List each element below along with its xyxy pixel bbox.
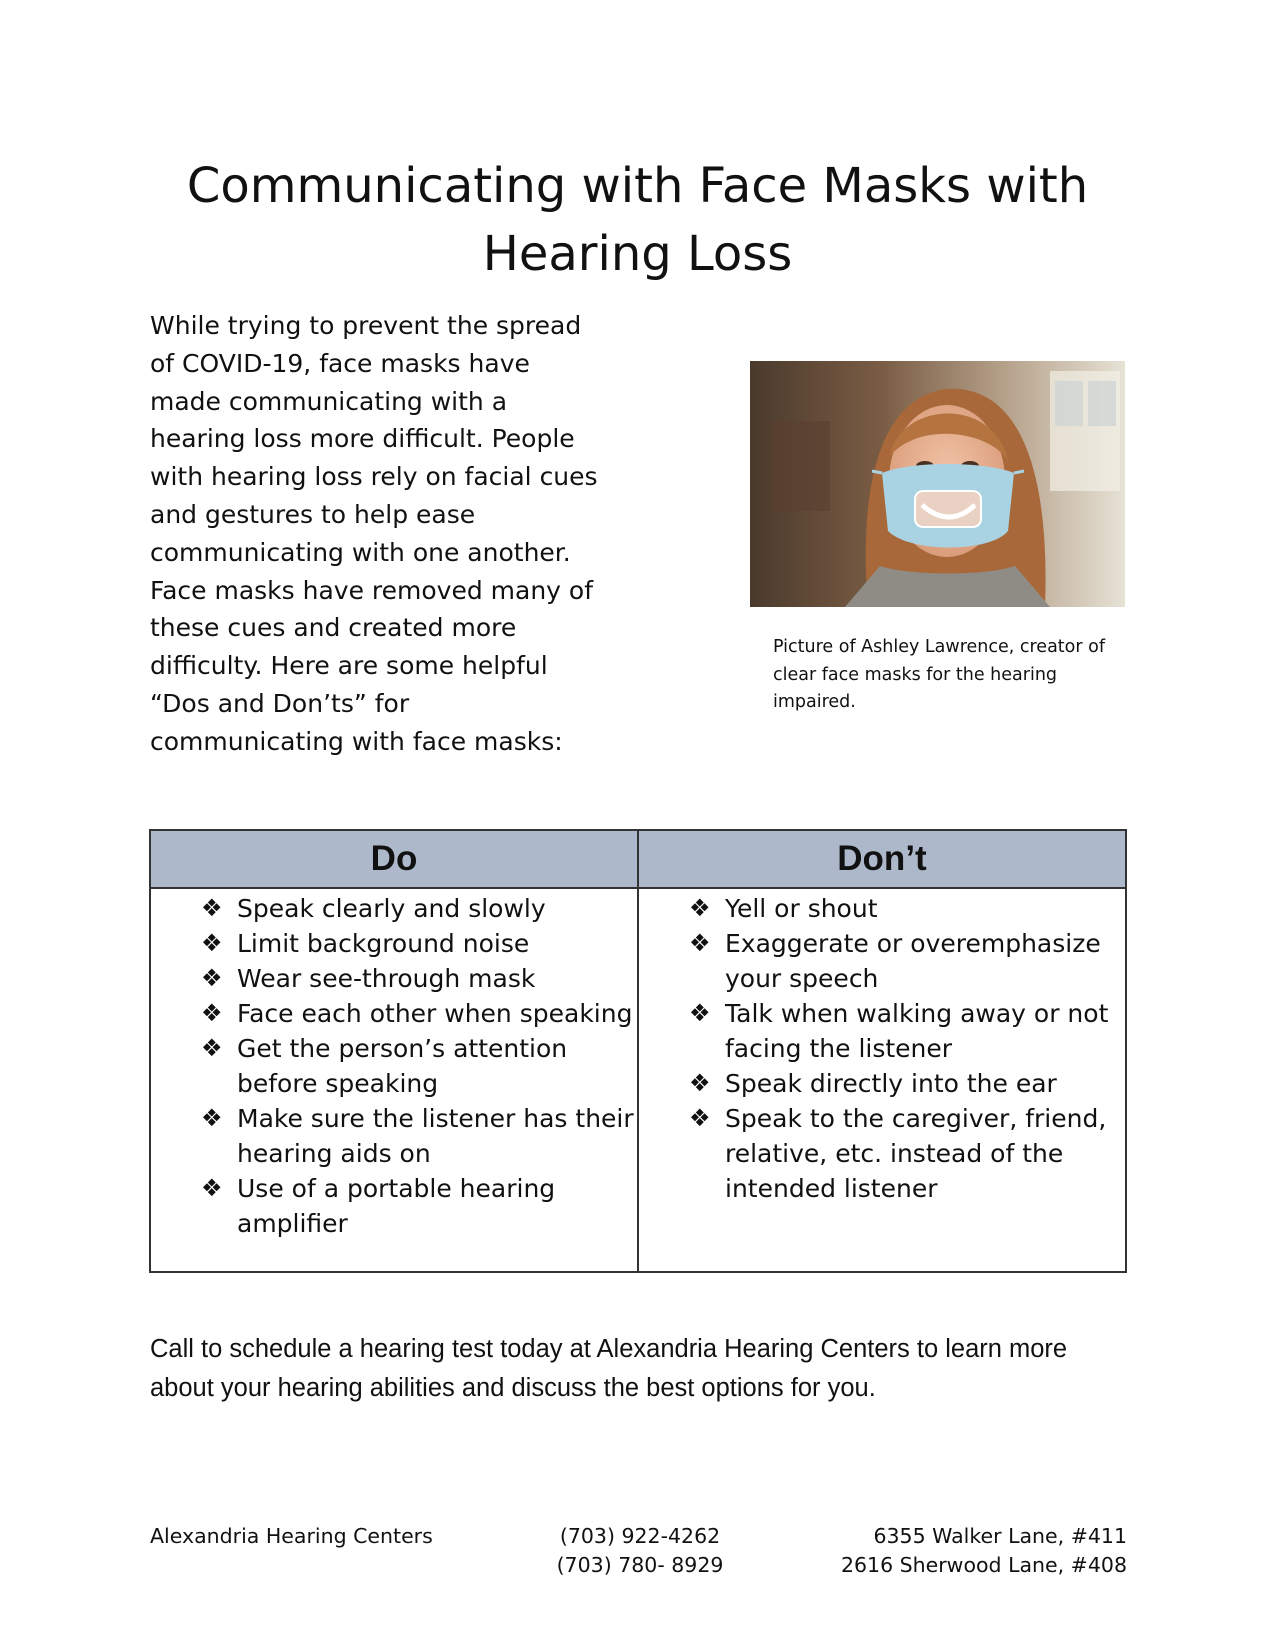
title-line-2: Hearing Loss	[482, 226, 793, 282]
do-item-text: Face each other when speaking	[237, 999, 633, 1028]
footer-phones	[545, 1522, 735, 1579]
footer-address-1: 6355 Walker Lane, #411	[873, 1524, 1127, 1548]
dont-item-text: Speak to the caregiver, friend, relative, etc. instead of the intended listener	[725, 1104, 1107, 1203]
diamond-bullet-icon: ❖	[201, 1104, 223, 1132]
diamond-bullet-icon: ❖	[201, 894, 223, 922]
do-item	[201, 891, 637, 926]
dont-item	[689, 1066, 1125, 1101]
dont-item-text: Speak directly into the ear	[725, 1069, 1057, 1098]
diamond-bullet-icon: ❖	[201, 999, 223, 1027]
footer-addresses	[800, 1522, 1127, 1579]
do-item	[201, 996, 637, 1031]
do-item-text: Limit background noise	[237, 929, 530, 958]
do-list	[151, 891, 637, 1241]
do-item-text: Get the person’s attention before speaking	[237, 1034, 568, 1098]
do-item	[201, 961, 637, 996]
diamond-bullet-icon: ❖	[201, 964, 223, 992]
do-item	[201, 1101, 637, 1171]
dont-item-text: Yell or shout	[725, 894, 878, 923]
diamond-bullet-icon: ❖	[689, 894, 711, 922]
footer-address-2: 2616 Sherwood Lane, #408	[840, 1552, 1127, 1577]
dont-item-text: Talk when walking away or not facing the listener	[725, 999, 1109, 1063]
diamond-bullet-icon: ❖	[689, 1069, 711, 1097]
footer-phone-2: (703) 780- 8929	[556, 1552, 724, 1577]
footer-phone-1: (703) 922-4262	[559, 1524, 721, 1548]
photo-caption: Picture of Ashley Lawrence, creator of clear face masks for the hearing impaired.	[773, 637, 1105, 712]
do-column-header: Do	[150, 830, 638, 888]
photo-woman-clear-mask	[750, 361, 1125, 607]
dont-item	[689, 996, 1125, 1066]
dont-list-cell	[638, 888, 1126, 1272]
do-item	[201, 1031, 637, 1101]
diamond-bullet-icon: ❖	[201, 929, 223, 957]
diamond-bullet-icon: ❖	[689, 929, 711, 957]
do-item-text: Make sure the listener has their hearing aids on	[237, 1104, 634, 1168]
do-item-text: Wear see-through mask	[237, 964, 536, 993]
footer-company: Alexandria Hearing Centers	[150, 1524, 433, 1548]
dont-column-header: Don’t	[638, 830, 1126, 888]
diamond-bullet-icon: ❖	[201, 1174, 223, 1202]
dont-item-text: Exaggerate or overemphasize your speech	[725, 929, 1101, 993]
dont-item	[689, 1101, 1125, 1206]
dont-item	[689, 926, 1125, 996]
dont-list	[639, 891, 1125, 1206]
call-to-action: Call to schedule a hearing test today at Alexandria Hearing Centers to learn more about your hearing abilities and discuss the best options for you.	[150, 1335, 1068, 1402]
do-list-cell	[150, 888, 638, 1272]
dos-and-donts-table	[149, 829, 1127, 1273]
do-item	[201, 1171, 637, 1241]
diamond-bullet-icon: ❖	[689, 999, 711, 1027]
intro-paragraph: While trying to prevent the spread of COVID-19, face masks have made communicating with a hearing loss more difficult. People with hearing loss rely on facial cues and gestures to help ease communicating with one another. Face masks have removed many of these cues and created more difficulty. Here are some helpful “Dos and Don’ts” for communicating with face masks:	[150, 311, 598, 756]
title-line-1: Communicating with Face Masks with	[186, 158, 1089, 214]
dont-item	[689, 891, 1125, 926]
do-item-text: Speak clearly and slowly	[237, 894, 546, 923]
do-item-text: Use of a portable hearing amplifier	[237, 1174, 556, 1238]
do-item	[201, 926, 637, 961]
diamond-bullet-icon: ❖	[201, 1034, 223, 1062]
diamond-bullet-icon: ❖	[689, 1104, 711, 1132]
page-title	[100, 152, 1175, 288]
